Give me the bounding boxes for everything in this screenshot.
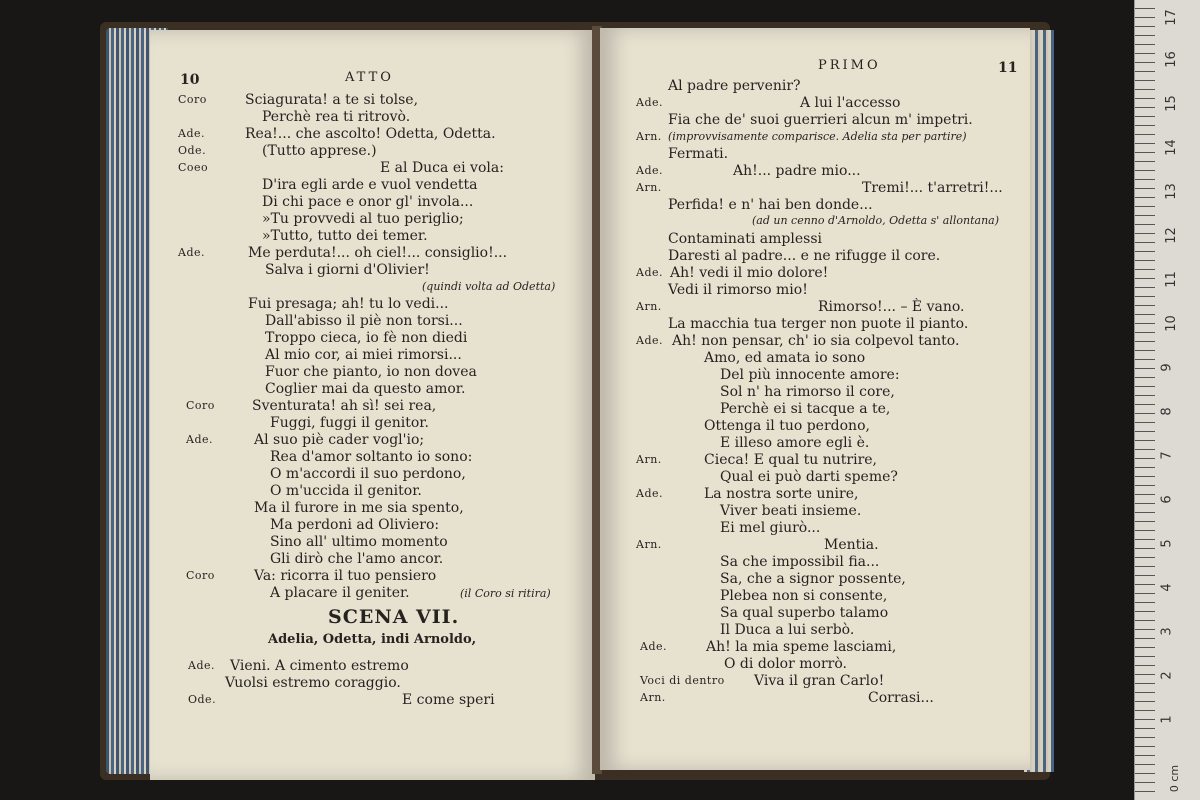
verse-line: Rea d'amor soltanto io sono: — [270, 449, 473, 465]
verse-line: A lui l'accesso — [800, 95, 901, 111]
speaker: Arn. — [640, 691, 666, 704]
ruler-number: 12 — [1163, 227, 1179, 244]
verse-line: Sa che impossibil fia... — [720, 554, 880, 570]
verse-line: E come speri — [402, 692, 495, 708]
speaker: Coro — [178, 93, 207, 106]
verse-line: Plebea non si consente, — [720, 588, 888, 604]
ruler-number: 9 — [1159, 363, 1175, 372]
speaker: Ade. — [636, 164, 663, 177]
stage-direction: (ad un cenno d'Arnoldo, Odetta s' allontana) — [752, 214, 1000, 227]
speaker: Ade. — [178, 127, 205, 140]
verse-line: Tremi!... t'arretri!... — [862, 180, 1003, 196]
verse-line: Sa qual superbo talamo — [720, 605, 889, 621]
verse-line: E al Duca ei vola: — [380, 160, 504, 176]
verse-line: Mentia. — [824, 537, 879, 553]
speaker: Coeo — [178, 161, 209, 174]
verse-line: Ei mel giurò... — [720, 520, 821, 536]
speaker: Ade. — [186, 433, 213, 446]
verse-line: Ma il furore in me sia spento, — [254, 500, 464, 516]
ruler-number: 6 — [1159, 495, 1175, 504]
speaker: Ode. — [178, 144, 207, 157]
verse-line: Coglier mai da questo amor. — [265, 381, 466, 397]
verse-line: Amo, ed amata io sono — [704, 350, 866, 366]
scene-title: SCENA VII. — [328, 606, 460, 628]
verse-line: O di dolor morrò. — [724, 656, 847, 672]
verse-line: Del più innocente amore: — [720, 367, 900, 383]
stage-direction: (quindi volta ad Odetta) — [422, 280, 556, 293]
ruler-number: 1 — [1159, 715, 1175, 724]
verse-line: Dall'abisso il piè non torsi... — [265, 313, 463, 329]
verse-line: O m'accordi il suo perdono, — [270, 466, 466, 482]
verse-line: Sciagurata! a te si tolse, — [245, 92, 419, 108]
verse-line: Viva il gran Carlo! — [754, 673, 885, 689]
verse-line: Fia che de' suoi guerrieri alcun m' impetri. — [668, 112, 973, 128]
measuring-ruler — [1134, 0, 1200, 800]
speaker: Voci di dentro — [640, 674, 725, 687]
ruler-number: 13 — [1163, 183, 1179, 200]
speaker: Ade. — [636, 96, 663, 109]
verse-line: (Tutto apprese.) — [262, 143, 377, 159]
speaker: Ade. — [636, 487, 663, 500]
right-page — [600, 28, 1030, 770]
verse-line: Troppo cieca, io fè non diedi — [265, 330, 468, 346]
verse-line: Il Duca a lui serbò. — [720, 622, 855, 638]
speaker: Ode. — [188, 693, 217, 706]
verse-line: D'ira egli arde e vuol vendetta — [262, 177, 478, 193]
ruler-number: 8 — [1159, 407, 1175, 416]
ruler-unit-label: 0 cm — [1168, 764, 1182, 793]
verse-line: La macchia tua terger non puote il pianto. — [668, 316, 969, 332]
verse-line: Vieni. A cimento estremo — [230, 658, 409, 674]
verse-line: Va: ricorra il tuo pensiero — [254, 568, 437, 584]
verse-line: Rimorso!... – È vano. — [818, 299, 965, 315]
verse-line: »Tu provvedi al tuo periglio; — [262, 211, 464, 227]
ruler-number: 3 — [1159, 627, 1175, 636]
speaker: Ade. — [636, 266, 663, 279]
verse-line: Fuor che pianto, io non dovea — [265, 364, 477, 380]
verse-line: Ah! la mia speme lasciami, — [706, 639, 897, 655]
ruler-number: 10 — [1163, 315, 1179, 332]
verse-line: Ah! non pensar, ch' io sia colpevol tanto. — [672, 333, 960, 349]
ruler-number: 11 — [1163, 271, 1179, 288]
speaker: Arn. — [636, 453, 662, 466]
right-page-number: 11 — [998, 60, 1018, 76]
verse-line: A placare il geniter. — [270, 585, 410, 601]
stage-direction: (improvvisamente comparisce. Adelia sta per partire) — [668, 130, 967, 143]
ruler-number: 7 — [1159, 451, 1175, 460]
verse-line: Al mio cor, ai miei rimorsi... — [265, 347, 462, 363]
speaker: Coro — [186, 569, 215, 582]
speaker: Ade. — [640, 640, 667, 653]
verse-line: Perchè rea ti ritrovò. — [262, 109, 411, 125]
left-page-header: ATTO — [345, 70, 394, 85]
verse-line: Viver beati insieme. — [720, 503, 862, 519]
speaker: Ade. — [636, 334, 663, 347]
verse-line: Ah! vedi il mio dolore! — [670, 265, 829, 281]
ruler-number: 17 — [1163, 9, 1179, 26]
speaker: Ade. — [178, 246, 205, 259]
verse-line: Perchè ei si tacque a te, — [720, 401, 891, 417]
verse-line: Vuolsi estremo coraggio. — [225, 675, 401, 691]
scene-characters: Adelia, Odetta, indi Arnoldo, — [268, 632, 477, 647]
verse-line: Qual ei può darti speme? — [720, 469, 898, 485]
verse-line: Ma perdoni ad Oliviero: — [270, 517, 440, 533]
ruler-number: 16 — [1163, 51, 1179, 68]
ruler-number: 15 — [1163, 95, 1179, 112]
verse-line: »Tutto, tutto dei temer. — [262, 228, 428, 244]
ruler-number: 2 — [1159, 671, 1175, 680]
verse-line: Al suo piè cader vogl'io; — [254, 432, 425, 448]
speaker: Arn. — [636, 538, 662, 551]
speaker: Ade. — [188, 659, 215, 672]
verse-line: Ottenga il tuo perdono, — [704, 418, 870, 434]
speaker: Arn. — [636, 300, 662, 313]
speaker: Coro — [186, 399, 215, 412]
verse-line: Sventurata! ah sì! sei rea, — [252, 398, 437, 414]
speaker: Arn. — [636, 130, 662, 143]
verse-line: Fermati. — [668, 146, 729, 162]
speaker: Arn. — [636, 181, 662, 194]
verse-line: Cieca! E qual tu nutrire, — [704, 452, 878, 468]
verse-line: Perfida! e n' hai ben donde... — [668, 197, 873, 213]
verse-line: Rea!... che ascolto! Odetta, Odetta. — [245, 126, 496, 142]
ruler-number: 14 — [1163, 139, 1179, 156]
verse-line: La nostra sorte unire, — [704, 486, 859, 502]
verse-line: Sino all' ultimo momento — [270, 534, 448, 550]
left-page-number: 10 — [180, 72, 200, 88]
verse-line: Salva i giorni d'Olivier! — [265, 262, 430, 278]
verse-line: Corrasi... — [868, 690, 934, 706]
verse-line: Gli dirò che l'amo ancor. — [270, 551, 444, 567]
verse-line: Me perduta!... oh ciel!... consiglio!... — [248, 245, 508, 261]
left-page — [150, 30, 595, 780]
verse-line: Vedi il rimorso mio! — [668, 282, 808, 298]
ruler-number: 4 — [1159, 583, 1175, 592]
verse-line: Sol n' ha rimorso il core, — [720, 384, 895, 400]
verse-line: Sa, che a signor possente, — [720, 571, 906, 587]
right-page-header: PRIMO — [818, 58, 881, 73]
verse-line: Ah!... padre mio... — [733, 163, 861, 179]
ruler-number: 5 — [1159, 539, 1175, 548]
verse-line: Fui presaga; ah! tu lo vedi... — [248, 296, 449, 312]
verse-line: Fuggi, fuggi il genitor. — [270, 415, 429, 431]
verse-line: Di chi pace e onor gl' invola... — [262, 194, 474, 210]
verse-line: Contaminati amplessi — [668, 231, 822, 247]
verse-line: Al padre pervenir? — [668, 78, 801, 94]
verse-line: O m'uccida il genitor. — [270, 483, 422, 499]
verse-line: Daresti al padre... e ne rifugge il core. — [668, 248, 941, 264]
stage-direction: (il Coro si ritira) — [460, 587, 551, 600]
verse-line: E illeso amore egli è. — [720, 435, 870, 451]
ruler-ticks — [1135, 0, 1155, 800]
